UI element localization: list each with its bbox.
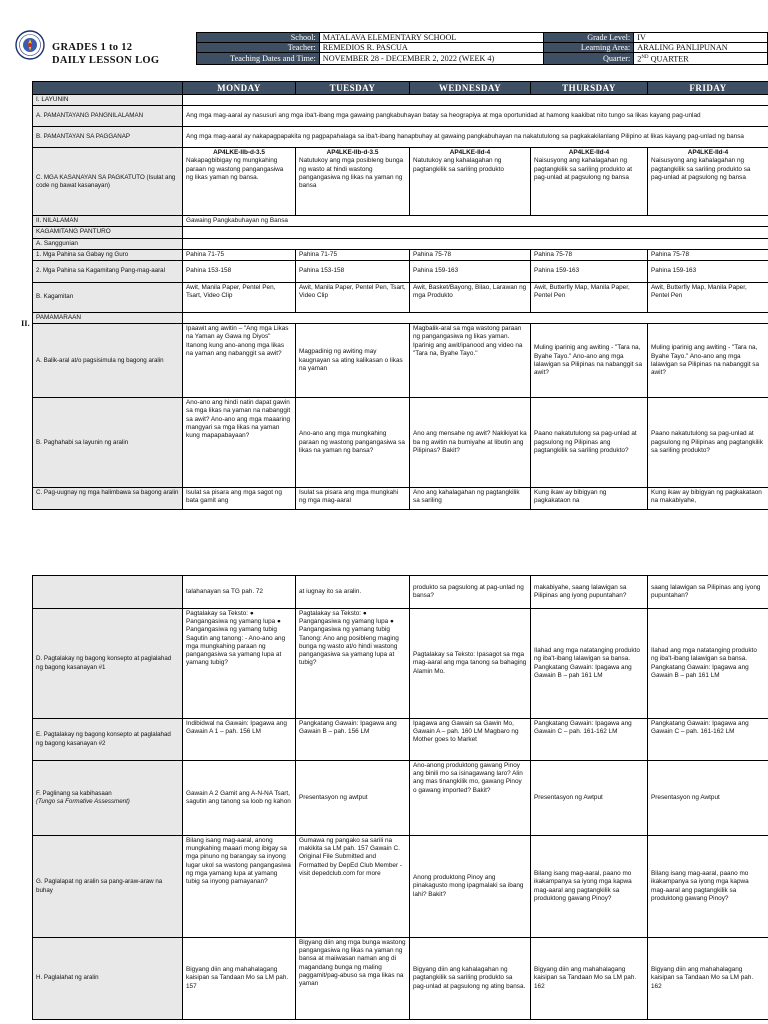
- pagtalakay2-thursday: Pangkatang Gawain: Ipagawa ang Gawain C – pah. 161-162 LM: [531, 719, 648, 761]
- value-pamantayang-pangnilalaman: Ang mga mag-aaral ay nasusuri ang mga iba't-ibang mga gawaing pangkabuhayan batay sa heograpiya at mga oportunidad at hamong kaakibat nito tungo sa likas kayang pag-unlad: [183, 106, 768, 127]
- kasanayan-wednesday: [410, 148, 531, 216]
- kasanayan-text: Natutukoy ang mga posibleng bunga ng wasto at hindi wastong pangangasiwa ng likas na yaman ng bansa: [299, 157, 404, 190]
- pag-uugnay-wednesday: Ano ang kahalagahan ng pagtangkilik sa sariling: [410, 488, 531, 510]
- paglinang-subtitle: (Tungo sa Formative Assessment): [36, 798, 130, 805]
- kasanayan-text: Natutukoy ang kahalagahan ng pagtangkilik sa sariling produkto: [413, 157, 504, 173]
- cont-thursday: makabiyahe, saang lalawigan sa Pilipinas ang iyong pupuntahan?: [531, 576, 648, 609]
- balik-tuesday: Magpadinig ng awiting may kaugnayan sa ating kalikasan o likas na yaman: [296, 324, 410, 398]
- cont-friday: saang lalawigan sa Pilipinas ang iyong pupuntahan?: [648, 576, 768, 609]
- balik-monday: Ipaawit ang awitin – "Ang mga Likas na Yaman ay Gawa ng Diyos" Itanong kung ano-anong mga likas na yaman ang nabanggit sa awit?: [183, 324, 296, 398]
- area-value: ARALING PANLIPUNAN: [634, 43, 768, 53]
- paghahabi-monday: Ano-ano ang hindi natin dapat gawin sa mga likas na yaman na nabanggit sa awit? Ano-ano ang mga maaaring mangyari sa mga likas na yaman kung mapapabayaan?: [183, 398, 296, 488]
- kasanayan-text: Naisusyong ang kahalagahan ng pagtangkilik sa sariling produkto sa pag-unlad at pagsulong ng bansa: [651, 157, 751, 181]
- label-kagamitan: B. Kagamitan: [33, 283, 183, 313]
- guro-monday: Pahina 71-75: [183, 249, 296, 260]
- kasanayan-text: Naisusyong ang kahalagahan ng pagtangkilik sa sariling produkto at pag-unlad at pagsulong ng bansa: [534, 157, 633, 181]
- pagtalakay1-monday: Pagtalakay sa Teksto: ● Pangangasiwa ng yamang lupa ● Pangangasiwa ng yamang tubig Sagutin ang tanong: - Ano-ano ang mga mungkahing paraan ng pangangasiwa sa yamang lupa at yamang tubig?: [183, 609, 296, 719]
- kasanayan-friday: [648, 148, 768, 216]
- guro-tuesday: Pahina 71-75: [296, 249, 410, 260]
- paghahabi-wednesday: Ano ang mensahe ng awit? Nakikiyat ka ba ng awitin na bumiyahe at libutin ang Pilipinas? Bakit?: [410, 398, 531, 488]
- kasanayan-tuesday: [296, 148, 410, 216]
- cont-monday: talahanayan sa TG pah. 72: [183, 576, 296, 609]
- balik-thursday: Muling iparinig ang awiting - "Tara na, Byahe Tayo." Ano-ano ang mga lalawigan sa Pilipinas na nabanggit sa awit?: [531, 324, 648, 398]
- paglalapat-friday: Bilang isang mag-aaral, paano mo ikakampanya sa iyong mga kapwa mag-aaral ang pagtangkilik sa produktong gawang Pinoy?: [648, 836, 768, 938]
- kasanayan-code: AP4LKE-IIb-d-3.5: [326, 149, 379, 157]
- kasanayan-code: AP4LKE-IId-4: [449, 149, 491, 157]
- day-monday: MONDAY: [183, 82, 296, 95]
- paglalahat-thursday: Bigyang diin ang mahahalagang kaisipan sa Tandaan Mo sa LM pah. 162: [531, 938, 648, 1020]
- lesson-grid-page-2: [32, 575, 768, 1020]
- kasanayan-code: AP4LKE-IId-4: [687, 149, 729, 157]
- magaaral-monday: Pahina 153-158: [183, 261, 296, 283]
- pag-uugnay-thursday: Kung ikaw ay bibigyan ng pagkakataon na: [531, 488, 648, 510]
- label-pamamaraan: PAMAMARAAN: [33, 313, 183, 324]
- kagamitan-blank: [183, 227, 768, 238]
- kasanayan-text: Nakapagbibigay ng mungkahing paraan ng wastong pangangasiwa ng likas yaman ng bansa.: [186, 157, 284, 181]
- continuation-label-blank: [33, 576, 183, 609]
- paghahabi-tuesday: Ano-ano ang mga mungkahing paraan ng wastong pangangasiwa sa likas na yaman ng bansa?: [296, 398, 410, 488]
- guro-wednesday: Pahina 75-78: [410, 249, 531, 260]
- page-two: [0, 575, 768, 1024]
- pagtalakay2-friday: Pangkatang Gawain: Ipagawa ang Gawain C – pah. 161-162 LM: [648, 719, 768, 761]
- quarter-value: [634, 53, 768, 65]
- paglinang-title: F. Paglinang sa kabihasaan: [36, 789, 112, 797]
- label-pagtalakay-2: E. Pagtalakay ng bagong konsepto at paglalahad ng bagong kasanayan #2: [33, 719, 183, 761]
- label-sanggunian: A. Sanggunian: [33, 238, 183, 249]
- day-header-blank: [33, 82, 183, 95]
- magaaral-friday: Pahina 159-163: [648, 261, 768, 283]
- kagamitan-wednesday: Awit, Basket/Bayong, Bilao, Larawan ng mga Produkto: [410, 283, 531, 313]
- kasanayan-monday: [183, 148, 296, 216]
- roman-numeral-ii: II.: [21, 318, 30, 328]
- magaaral-thursday: Pahina 159-163: [531, 261, 648, 283]
- label-pamantayan-sa-pagganap: B. PAMANTAYAN SA PAGGANAP: [33, 127, 183, 148]
- deped-seal-icon: [15, 30, 45, 60]
- label-paglalapat: G. Paglalapat ng aralin sa pang-araw-araw na buhay: [33, 836, 183, 938]
- header-info-table: [196, 32, 768, 65]
- balik-wednesday: Magbalik-aral sa mga wastong paraan ng pangangasiwa ng likas yaman. Iparinig ang awit/ipanood ang video na "Tara na, Byahe Tayo.": [410, 324, 531, 398]
- magaaral-wednesday: Pahina 159-163: [410, 261, 531, 283]
- paglinang-friday: Presentasyon ng Awtput: [648, 761, 768, 836]
- kagamitan-thursday: Awit, Butterfly Map, Manila Paper, Pentel Pen: [531, 283, 648, 313]
- paglinang-wednesday: Ano-anong produktong gawang Pinoy ang binili mo sa isinagawang laro? Alin ang mas tinangkilik mo, gawang Pinoy o gawang imported? Bakit?: [410, 761, 531, 836]
- paglalahat-monday: Bigyang diin ang mahahalagang kaisipan sa Tandaan Mo sa LM pah. 157: [183, 938, 296, 1020]
- paglalapat-monday: Bilang isang mag-aaral, anong mungkahing maaari mong ibigay sa mga pinuno ng barangay sa inyong lugar ukol sa wastong pangangasiwa ng mga yamang lupa at yamang tubig sa inyong pamayanan?: [183, 836, 296, 938]
- guro-thursday: Pahina 75-78: [531, 249, 648, 260]
- lesson-grid-page-1: [32, 81, 768, 510]
- pamamaraan-blank: [183, 313, 768, 324]
- label-paghahabi: B. Paghahabi sa layunin ng aralin: [33, 398, 183, 488]
- magaaral-tuesday: Pahina 153-158: [296, 261, 410, 283]
- layunin-blank: [183, 95, 768, 106]
- kasanayan-code: AP4LKE-IIb-d-3.5: [213, 149, 265, 157]
- label-kagamitang-panturo: KAGAMITANG PANTURO: [33, 227, 183, 238]
- teacher-label: Teacher:: [197, 43, 320, 53]
- pagtalakay1-friday: Ilahad ang mga natatanging produkto ng iba't-ibang lalawigan sa bansa. Pangkatang Gawain: Ipagawa ang Gawain B – pah 161 LM: [648, 609, 768, 719]
- pag-uugnay-monday: Isulat sa pisara ang mga sagot ng bata gamit ang: [183, 488, 296, 510]
- dates-value: NOVEMBER 28 - DECEMBER 2, 2022 (WEEK 4): [319, 53, 544, 65]
- value-pamantayan-sa-pagganap: Ang mga mag-aaral ay nakapagpapakita ng pagpapahalaga sa iba't-ibang hanapbuhay at gawaing pangkabuhayan na nakatutulong sa pagkakakilanlang Pilipino at likas kayang pag-unlad ng bansa: [183, 127, 768, 148]
- day-tuesday: TUESDAY: [296, 82, 410, 95]
- label-kasanayan: C. MGA KASANAYAN SA PAGKATUTO (Isulat ang code ng bawat kasanayan): [33, 148, 183, 216]
- value-nilalaman: Gawaing Pangkabuhayan ng Bansa: [183, 216, 768, 227]
- paglalapat-thursday: Bilang isang mag-aaral, paano mo ikakampanya sa iyong mga kapwa mag-aaral ang pagtangkilik sa produktong gawang Pinoy?: [531, 836, 648, 938]
- quarter-word: QUARTER: [648, 54, 689, 64]
- pagtalakay2-tuesday: Pangkatang Gawain: Ipagawa ang Gawain B – pah. 156 LM: [296, 719, 410, 761]
- quarter-suffix: ND: [641, 55, 649, 60]
- cont-wednesday: produkto sa pagsulong at pag-unlad ng bansa?: [410, 576, 531, 609]
- guro-friday: Pahina 75-78: [648, 249, 768, 260]
- paglalahat-friday: Bigyang diin ang mahahalagang kaisipan sa Tandaan Mo sa LM pah. 162: [648, 938, 768, 1020]
- paglinang-monday: Gawain A 2 Gamit ang A-N-NA Tsart, sagutin ang tanong sa loob ng kahon: [183, 761, 296, 836]
- paghahabi-thursday: Paano nakatutulong sa pag-unlad at pagsulong ng Pilipinas ang pagtangkilik sa sariling produkto?: [531, 398, 648, 488]
- title-line-1: GRADES 1 to 12: [52, 42, 133, 53]
- grade-label: Grade Level:: [544, 33, 634, 43]
- day-friday: FRIDAY: [648, 82, 768, 95]
- label-pagtalakay-1: D. Pagtalakay ng bagong konsepto at paglalahad ng bagong kasanayan #1: [33, 609, 183, 719]
- school-value: MATALAVA ELEMENTARY SCHOOL: [319, 33, 544, 43]
- quarter-label: Quarter:: [544, 53, 634, 65]
- school-label: School:: [197, 33, 320, 43]
- title-line-2: DAILY LESSON LOG: [52, 55, 160, 66]
- label-paglinang: [33, 761, 183, 836]
- label-pag-uugnay: C. Pag-uugnay ng mga halimbawa sa bagong aralin: [33, 488, 183, 510]
- label-nilalaman: II. NILALAMAN: [33, 216, 183, 227]
- pag-uugnay-friday: Kung ikaw ay bibigyan ng pagkakataon na makabiyahe,: [648, 488, 768, 510]
- cont-tuesday: at iugnay ito sa aralin.: [296, 576, 410, 609]
- kagamitan-friday: Awit, Butterfly Map, Manila Paper, Pentel Pen: [648, 283, 768, 313]
- label-balik-aral: A. Balik-aral at/o pagsisimula ng bagong aralin: [33, 324, 183, 398]
- paglinang-thursday: Presentasyon ng Awtput: [531, 761, 648, 836]
- grade-value: IV: [634, 33, 768, 43]
- paglalahat-wednesday: Bigyang diin ang kahalagahan ng pagtangkilik sa sariling produkto sa pag-unlad at pagsulong ng ating bansa.: [410, 938, 531, 1020]
- label-pamantayang-pangnilalaman: A. PAMANTAYANG PANGNILALAMAN: [33, 106, 183, 127]
- label-kagamitang-pang-mag-aaral: 2. Mga Pahina sa Kagamitang Pang-mag-aaral: [33, 261, 183, 283]
- quarter-number: 2: [637, 54, 642, 64]
- day-thursday: THURSDAY: [531, 82, 648, 95]
- day-wednesday: WEDNESDAY: [410, 82, 531, 95]
- pagtalakay1-wednesday: Pagtalakay sa Teksto: Ipasagot sa mga mag-aaral ang mga tanong sa bahaging Alamin Mo.: [410, 609, 531, 719]
- pag-uugnay-tuesday: Isulat sa pisara ang mga mungkahi ng mga mag-aaral: [296, 488, 410, 510]
- document-title: [52, 41, 159, 67]
- paglalapat-wednesday: Anong produktong Pinoy ang pinakagusto mong ipagmalaki sa ibang lahi? Bakit?: [410, 836, 531, 938]
- paghahabi-friday: Paano nakatutulong sa pag-unlad at pagsulong ng Pilipinas ang pagtangkilik sa sariling produkto?: [648, 398, 768, 488]
- paglinang-tuesday: Presentasyon ng awtput: [296, 761, 410, 836]
- kagamitan-tuesday: Awit, Manila Paper, Pentel Pen, Tsart, Video Clip: [296, 283, 410, 313]
- section-layunin: I. LAYUNIN: [33, 95, 183, 106]
- paglalapat-tuesday: Gumawa ng pangako sa sarili na makikita sa LM pah. 157 Gawain C. Original File Submitted and Formatted by DepEd Club Member - visit depedclub.com for more: [296, 836, 410, 938]
- label-paglalahat: H. Paglalahat ng aralin: [33, 938, 183, 1020]
- balik-friday: Muling iparinig ang awiting - "Tara na, Byahe Tayo." Ano-ano ang mga lalawigan sa Pilipinas na nabanggit sa awit?: [648, 324, 768, 398]
- label-gabay-ng-guro: 1. Mga Pahina sa Gabay ng Guro: [33, 249, 183, 260]
- pagtalakay2-wednesday: Ipagawa ang Gawain sa Gawin Mo, Gawain A – pah. 160 LM Magbaro ng Mother goes to Market: [410, 719, 531, 761]
- kasanayan-thursday: [531, 148, 648, 216]
- area-label: Learning Area:: [544, 43, 634, 53]
- kasanayan-code: AP4LKE-IId-4: [568, 149, 610, 157]
- teacher-value: REMEDIOS R. PASCUA: [319, 43, 544, 53]
- dates-label: Teaching Dates and Time:: [197, 53, 320, 65]
- pagtalakay2-monday: Indibidwal na Gawain: Ipagawa ang Gawain A 1 – pah. 156 LM: [183, 719, 296, 761]
- paglalahat-tuesday: Bigyang diin ang mga bunga wastong pangangasiwa ng likas na yaman ng bansa at maiiwasan naman ang di magandang bunga ng maling paggamit/pag-abuso sa mga likas na yaman: [296, 938, 410, 1020]
- kagamitan-monday: Awit, Manila Paper, Pentel Pen, Tsart, Video Clip: [183, 283, 296, 313]
- pagtalakay1-tuesday: Pagtalakay sa Teksto: ● Pangangasiwa ng yamang lupa ● Pangangasiwa ng yamang tubig Tanong: Ano ang posibleng maging bunga ng wasto at/o hindi wastong pangangasiwa sa yamang lupa at tubig?: [296, 609, 410, 719]
- pagtalakay1-thursday: Ilahad ang mga natatanging produkto ng iba't-ibang lalawigan sa bansa. Pangkatang Gawain: Ipagawa ang Gawain B – pah 161 LM: [531, 609, 648, 719]
- sanggunian-blank: [183, 238, 768, 249]
